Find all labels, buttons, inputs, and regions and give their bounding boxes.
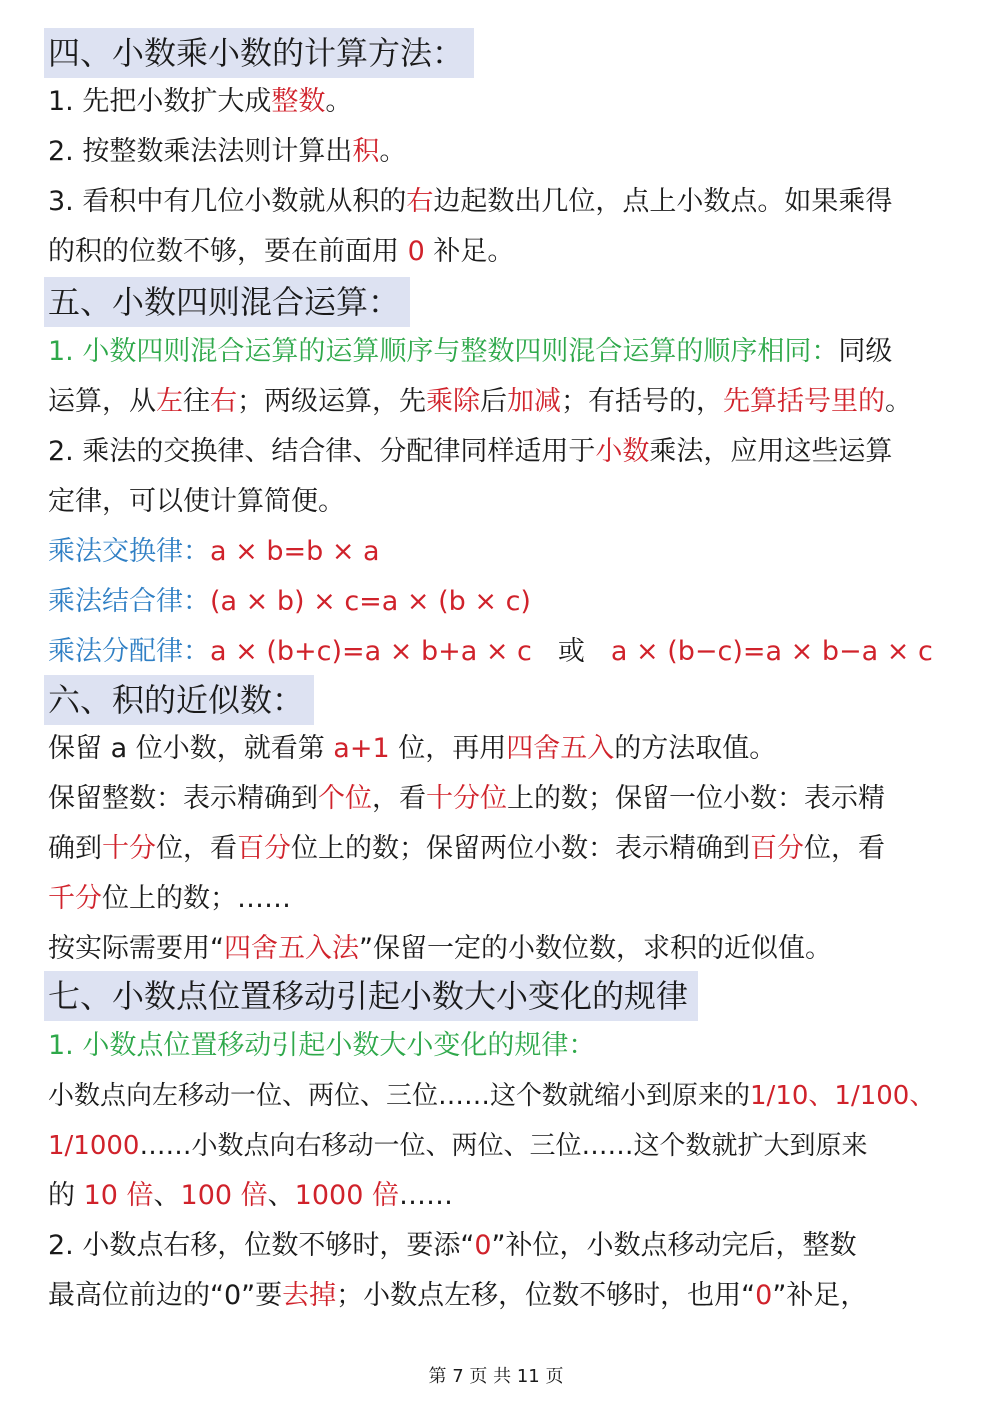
formula-line: 乘法分配律：a × (b+c)=a × b+a × c 或 a × (b−c)=a × b−a × c xyxy=(48,636,933,667)
text-line: 最高位前边的“0”要去掉；小数点左移，位数不够时，也用“0”补足， xyxy=(48,1280,868,1311)
text-line: 定律，可以使计算简便。 xyxy=(48,486,345,517)
section-heading-4: 四、小数乘小数的计算方法： xyxy=(44,28,474,78)
text-line: 的积的位数不够，要在前面用 0 补足。 xyxy=(48,236,515,267)
text-line: 运算，从左往右；两级运算，先乘除后加减；有括号的，先算括号里的。 xyxy=(48,386,912,417)
text-line: 千分位上的数；…… xyxy=(48,883,291,914)
text-line: 的 10 倍、100 倍、1000 倍…… xyxy=(48,1180,453,1211)
section-heading-5: 五、小数四则混合运算： xyxy=(44,277,410,327)
formula-line: 乘法结合律：(a × b) × c=a × (b × c) xyxy=(48,586,531,617)
section-heading-7: 七、小数点位置移动引起小数大小变化的规律 xyxy=(44,971,698,1021)
text-line: 按实际需要用“四舍五入法”保留一定的小数位数，求积的近似值。 xyxy=(48,933,832,964)
section-heading-6: 六、积的近似数： xyxy=(44,675,314,725)
formula-line: 乘法交换律：a × b=b × a xyxy=(48,536,380,567)
text-line: 2. 按整数乘法法则计算出积。 xyxy=(48,136,407,167)
page-number: 第 7 页 共 11 页 xyxy=(428,1366,564,1387)
text-line: 1. 先把小数扩大成整数。 xyxy=(48,86,353,117)
text-line: 1. 小数四则混合运算的运算顺序与整数四则混合运算的顺序相同：同级 xyxy=(48,336,893,367)
text-line: 确到十分位，看百分位上的数；保留两位小数：表示精确到百分位，看 xyxy=(48,833,885,864)
text-line: 2. 乘法的交换律、结合律、分配律同样适用于小数乘法，应用这些运算 xyxy=(48,436,893,467)
text-line: 保留 a 位小数，就看第 a+1 位，再用四舍五入的方法取值。 xyxy=(48,733,777,764)
text-line: 小数点向左移动一位、两位、三位……这个数就缩小到原来的1/10、1/100、 xyxy=(48,1081,936,1111)
text-line: 1. 小数点位置移动引起小数大小变化的规律： xyxy=(48,1030,596,1061)
text-line: 1/1000……小数点向右移动一位、两位、三位……这个数就扩大到原来 xyxy=(48,1131,868,1161)
text-line: 2. 小数点右移，位数不够时，要添“0”补位，小数点移动完后，整数 xyxy=(48,1230,857,1261)
text-line: 3. 看积中有几位小数就从积的右边起数出几位，点上小数点。如果乘得 xyxy=(48,186,893,217)
text-line: 保留整数：表示精确到个位，看十分位上的数；保留一位小数：表示精 xyxy=(48,783,885,814)
